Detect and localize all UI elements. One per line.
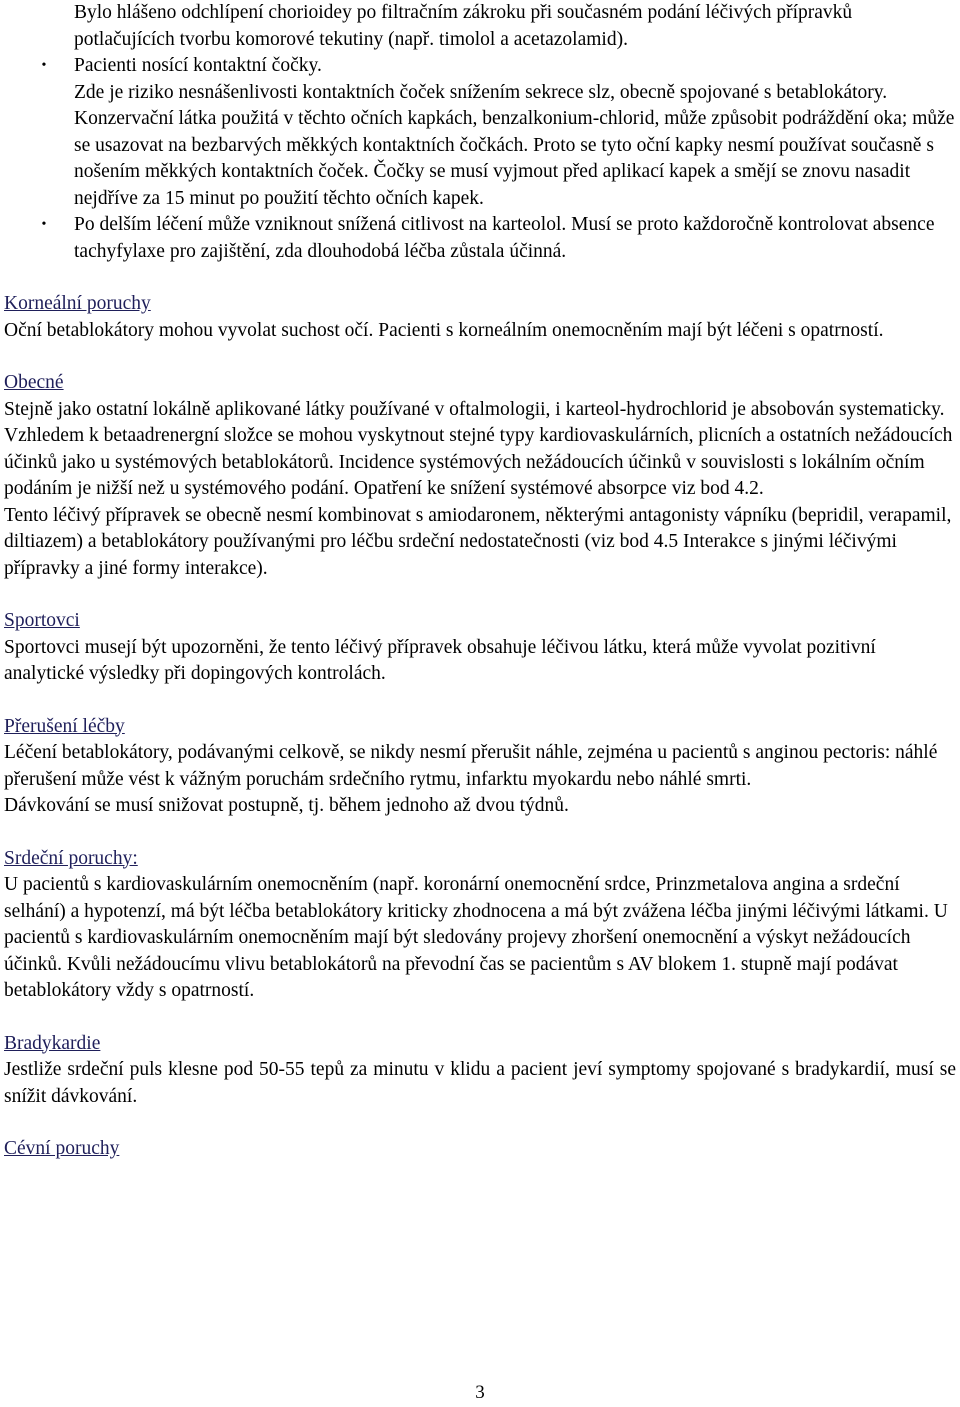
list-item-text: Po delším léčení může vzniknout snížená citlivost na karteolol. Musí se proto každoročně kontrolovat absence tachyfylaxe pro zajištění, zda dlouhodobá léčba zůstala účinná. [74,214,935,262]
bullet-icon: • [41,217,47,232]
heading-text: Bradykardie [4,1032,101,1054]
paragraph: Oční betablokátory mohou vyvolat suchost očí. Pacienti s korneálním onemocněním mají být léčeni s opatrností. [4,319,884,341]
document-page [4,0,956,1163]
paragraph: Jestliže srdeční puls klesne pod 50-55 tepů za minutu v klidu a pacient jeví symptomy spojované s bradykardií, musí se snížit dávkování. [4,1059,956,1107]
paragraph: Stejně jako ostatní lokálně aplikované látky používané v oftalmologii, i karteol-hydrochlorid je absobován systematicky. Vzhledem k betaadrenergní složce se mohou vyskytnout stejné typy kardiovaskulárních, plicních a ostatních nežádoucích účinků jako u systémových betablokátorů. Incidence systémových nežádoucích účinků v souvislosti s lokálním očním podáním je nižší než u systémového podání. Opatření ke snížení systémové absorpce viz bod 4.2. [4,398,953,499]
paragraph: U pacientů s kardiovaskulárním onemocněním (např. koronární onemocnění srdce, Prinzmetalova angina a srdeční selhání) a hypotenzí, má být léčba betablokátory kriticky zhodnocena a má být zvážena léčba jinými léčivými látkami. U pacientů s kardiovaskulárním onemocněním mají být sledovány projevy zhoršení onemocnění a výskyt nežádoucích účinků. Kvůli nežádoucímu vlivu betablokátorů na převodní čas se pacientům s AV blokem 1. stupně mají podávat betablokátory vždy s opatrností. [4,874,948,1001]
section-vascular-disorders [4,1136,956,1163]
section-heading [4,714,956,741]
warnings-list [4,0,956,265]
section-treatment-interruption [4,714,956,820]
heading-text: Korneální poruchy [4,293,151,314]
section-heading [4,1136,956,1163]
list-item-text: Zde je riziko nesnášenlivosti kontaktních čoček snížením sekrece slz, obecně spojované s betablokátory. [74,81,888,103]
list-item-text: Bylo hlášeno odchlípení chorioidey po filtračním zákroku při současném podání léčivých přípravků potlačujících tvorbu komorové tekutiny (např. timolol a acetazolamid). [74,2,853,50]
section-cardiac-disorders [4,846,956,1005]
heading-text: Srdeční poruchy: [4,847,138,869]
list-item-text: Konzervační látka použitá v těchto očních kapkách, benzalkonium-chlorid, může způsobit podráždění oka; může se usazovat na bezbarvých měkkých kontaktních čočkách. Proto se tyto oční kapky nesmí používat současně s nošením měkkých kontaktních čoček. Čočky se musí vyjmout před aplikací kapek a smějí se znovu nasadit nejdříve za 15 minut po použití těchto očních kapek. [74,108,955,209]
list-item [4,106,956,212]
section-heading [4,1031,956,1058]
section-heading [4,846,956,873]
paragraph: Léčení betablokátory, podávanými celkově, se nikdy nesmí přerušit náhle, zejména u pacientů s anginou pectoris: náhlé přerušení může vést k vážným poruchám srdečního rytmu, infarktu myokardu nebo náhlé smrti. [4,742,938,790]
section-corneal [4,291,956,344]
section-heading [4,608,956,635]
list-item [4,212,956,265]
bullet-icon: • [41,58,47,73]
heading-text: Přerušení léčby [4,715,125,737]
paragraph: Tento léčivý přípravek se obecně nesmí kombinovat s amiodaronem, některými antagonisty vápníku (bepridil, verapamil, diltiazem) a betablokátory používanými pro léčbu srdeční nedostatečnosti (viz bod 4.5 Interakce s jinými léčivými přípravky a jiné formy interakce). [4,504,952,579]
list-item-text: Pacienti nosící kontaktní čočky. [74,55,322,76]
section-heading [4,291,956,318]
heading-text: Sportovci [4,610,80,631]
list-item [4,80,956,107]
section-heading [4,370,956,397]
heading-text: Cévní poruchy [4,1138,120,1159]
page-number: 3 [475,1382,485,1403]
section-athletes [4,608,956,688]
list-item [4,0,956,53]
list-item [4,53,956,80]
section-general [4,370,956,582]
paragraph: Dávkování se musí snižovat postupně, tj. během jednoho až dvou týdnů. [4,795,569,816]
heading-text: Obecné [4,372,64,393]
paragraph: Sportovci musejí být upozorněni, že tento léčivý přípravek obsahuje léčivou látku, která může vyvolat pozitivní analytické výsledky při dopingových kontrolách. [4,636,876,684]
section-bradycardia [4,1031,956,1111]
